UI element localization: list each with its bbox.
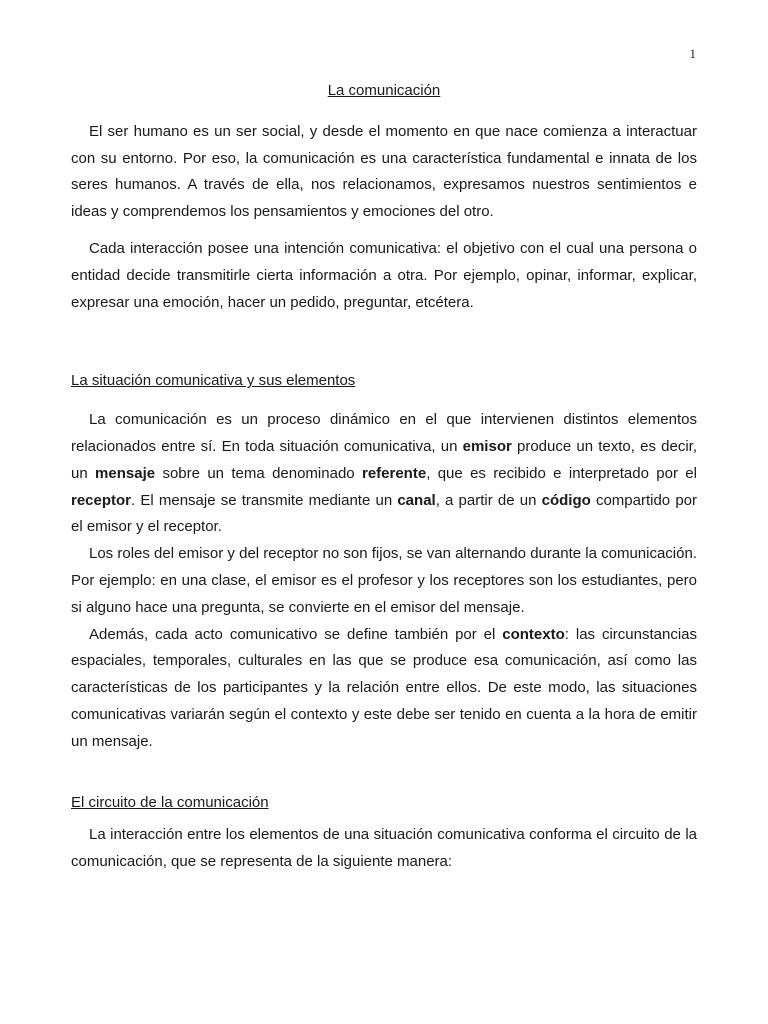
section1-paragraph-2: Los roles del emisor y del receptor no son fijos, se van alternando durante la comunicación. Por ejemplo: en una clase, el emisor es el profesor y los receptores son los estudiantes, pero si alguno hace una pregunta, se convierte en el emisor del mensaje. <box>71 545 697 616</box>
term-emisor: emisor <box>462 437 512 455</box>
document-body <box>71 78 697 876</box>
term-codigo: código <box>541 491 591 509</box>
section-heading-circuito: El circuito de la comunicación <box>71 793 269 811</box>
term-canal: canal <box>397 491 436 509</box>
term-receptor: receptor <box>71 491 132 509</box>
document-title: La comunicación <box>327 82 441 99</box>
term-contexto: contexto <box>502 625 565 643</box>
page-number: 1 <box>689 46 696 61</box>
section1-paragraph-3: Además, cada acto comunicativo se define también por el contexto: las circunstancias espaciales, temporales, culturales en las que se produce esa comunicación, así como las características de los participantes y la relación entre ellos. De este modo, las situaciones comunicativas variarán según el contexto y este debe ser tenido en cuenta a la hora de emitir un mensaje. <box>71 625 697 750</box>
intro-paragraph-2: Cada interacción posee una intención comunicativa: el objetivo con el cual una persona o entidad decide transmitirle cierta información a otra. Por ejemplo, opinar, informar, explicar, expresar una emoción, hacer un pedido, preguntar, etcétera. <box>71 239 697 311</box>
intro-paragraph-1: El ser humano es un ser social, y desde el momento en que nace comienza a interactuar con su entorno. Por eso, la comunicación es una característica fundamental e innata de los seres humanos. A través de ella, nos relacionamos, expresamos nuestros sentimientos e ideas y comprendemos los pensamientos y emociones del otro. <box>71 122 697 221</box>
term-mensaje: mensaje <box>95 464 156 482</box>
section-heading-situacion: La situación comunicativa y sus elementos <box>71 372 356 390</box>
section1-paragraph-1: La comunicación es un proceso dinámico en el que intervienen distintos elementos relacionados entre sí. En toda situación comunicativa, un emisor produce un texto, es decir, un mensaje sobre un tema denominado referente, que es recibido e interpretado por el receptor. El mensaje se transmite mediante un canal, a partir de un código compartido por el emisor y el receptor. <box>71 411 697 536</box>
section2-paragraph-1: La interacción entre los elementos de una situación comunicativa conforma el circuito de la comunicación, que se representa de la siguiente manera: <box>71 826 697 871</box>
term-referente: referente <box>361 464 427 482</box>
